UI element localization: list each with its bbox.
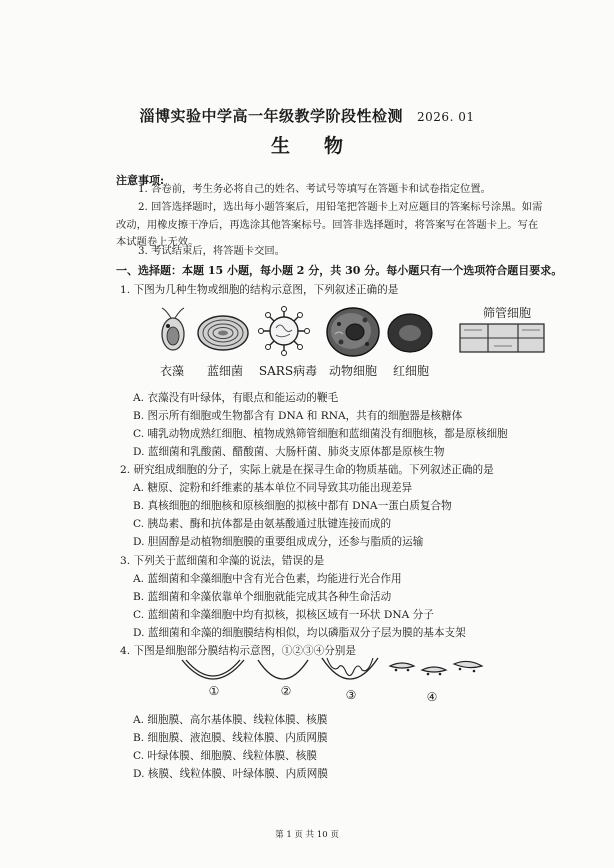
figure-label-sieve-tube-cell: 筛管细胞: [482, 306, 531, 320]
note-item-1: 1. 答卷前，考生务必将自己的姓名、考试号等填写在答题卡和试卷指定位置。: [138, 183, 491, 195]
question-1-option-b: B. 图示所有细胞或生物都含有 DNA 和 RNA，共有的细胞器是核糖体: [133, 410, 463, 422]
exam-date: 2026. 01: [417, 110, 475, 124]
question-2-stem: 2. 研究组成细胞的分子，实际上就是在探寻生命的物质基础。下列叙述正确的是: [120, 464, 494, 476]
question-3-stem: 3. 下列关于蓝细菌和伞藻的说法，错误的是: [120, 555, 325, 567]
membrane-label-1: ①: [208, 684, 220, 698]
question-4-option-d: D. 核膜、线粒体膜、叶绿体膜、内质网膜: [133, 768, 328, 780]
question-4-option-c: C. 叶绿体膜、细胞膜、线粒体膜、核膜: [133, 750, 317, 762]
sars-virus-figure: [258, 306, 310, 356]
figure-label-cyanobacteria: 蓝细菌: [206, 364, 243, 378]
membrane-label-3: ③: [345, 688, 357, 702]
membrane-figure-1: [180, 658, 246, 684]
note-item-3: 3. 考试结束后，将答题卡交回。: [138, 245, 285, 257]
cyanobacteria-figure: [196, 314, 250, 352]
question-1-stem: 1. 下图为几种生物或细胞的结构示意图，下列叙述正确的是: [120, 284, 399, 296]
question-2-option-c: C. 胰岛素、酶和抗体都是由氨基酸通过肽键连接而成的: [133, 518, 392, 530]
question-4-option-a: A. 细胞膜、高尔基体膜、线粒体膜、核膜: [133, 714, 328, 726]
question-1-option-a: A. 衣藻没有叶绿体，有眼点和能运动的鞭毛: [133, 392, 339, 404]
red-blood-cell-figure: [386, 312, 434, 354]
subject-title: 生物: [270, 135, 377, 157]
question-4-option-b: B. 细胞膜、液泡膜、线粒体膜、内质网膜: [133, 732, 328, 744]
question-1-option-c: C. 哺乳动物成熟红细胞、植物成熟筛管细胞和蓝细菌没有细胞核，都是原核细胞: [133, 428, 508, 440]
animal-cell-figure: [325, 306, 381, 358]
note-item-2: 2. 回答选择题时，选出每小题答案后，用铅笔把答题卡上对应题目的答案标号涂黑。如需改动，用橡皮擦干净后，再选涂其他答案标号。回答非选择题时，将答案写在答题卡上。写在本试题卷上无效。: [116, 201, 543, 248]
figure-label-red-blood-cell: 红细胞: [392, 364, 429, 378]
question-3-option-a: A. 蓝细菌和伞藻细胞中含有光合色素，均能进行光合作用: [133, 573, 402, 585]
notes-title: 注意事项:: [116, 174, 165, 187]
exam-header: [0, 105, 614, 126]
question-3-option-c: C. 蓝细菌和伞藻细胞中均有拟核，拟核区域有一环状 DNA 分子: [133, 609, 434, 621]
question-2-option-d: D. 胆固醇是动植物细胞膜的重要组成成分，还参与脂质的运输: [133, 536, 424, 548]
membrane-label-4: ④: [426, 690, 438, 704]
membrane-figure-4: [388, 656, 484, 680]
question-1-option-d: D. 蓝细菌和乳酸菌、醋酸菌、大肠杆菌、肺炎支原体都是原核生物: [133, 446, 445, 458]
question-2-option-a: A. 糖原、淀粉和纤维素的基本单位不同导致其功能出现差异: [133, 482, 413, 494]
exam-title: 淄博实验中学高一年级教学阶段性检测: [139, 107, 404, 125]
question-3-option-b: B. 蓝细菌和伞藻依靠单个细胞就能完成其各种生命活动: [133, 591, 392, 603]
membrane-figure-3: [320, 656, 380, 686]
figure-label-sars-virus: SARS病毒: [258, 364, 318, 378]
membrane-figure-2: [256, 658, 310, 684]
membrane-label-2: ②: [280, 684, 292, 698]
question-2-option-b: B. 真核细胞的细胞核和原核细胞的拟核中都有 DNA一蛋白质复合物: [133, 500, 452, 512]
question-3-option-d: D. 蓝细菌和伞藻的细胞膜结构相似，均以磷脂双分子层为膜的基本支架: [133, 627, 466, 639]
sieve-tube-cell-figure: [458, 320, 546, 360]
question-4-stem: 4. 下图是细胞部分膜结构示意图，①②③④分别是: [120, 645, 356, 657]
section-heading: 一、选择题：本题 15 小题，每小题 2 分，共 30 分。每小题只有一个选项符合题目要求。: [116, 264, 563, 277]
figure-label-animal-cell: 动物细胞: [328, 364, 377, 378]
page-footer: 第 1 页 共 10 页: [275, 830, 339, 840]
figure-label-chlamydomonas: 衣藻: [159, 364, 184, 378]
chlamydomonas-figure: [158, 306, 188, 354]
